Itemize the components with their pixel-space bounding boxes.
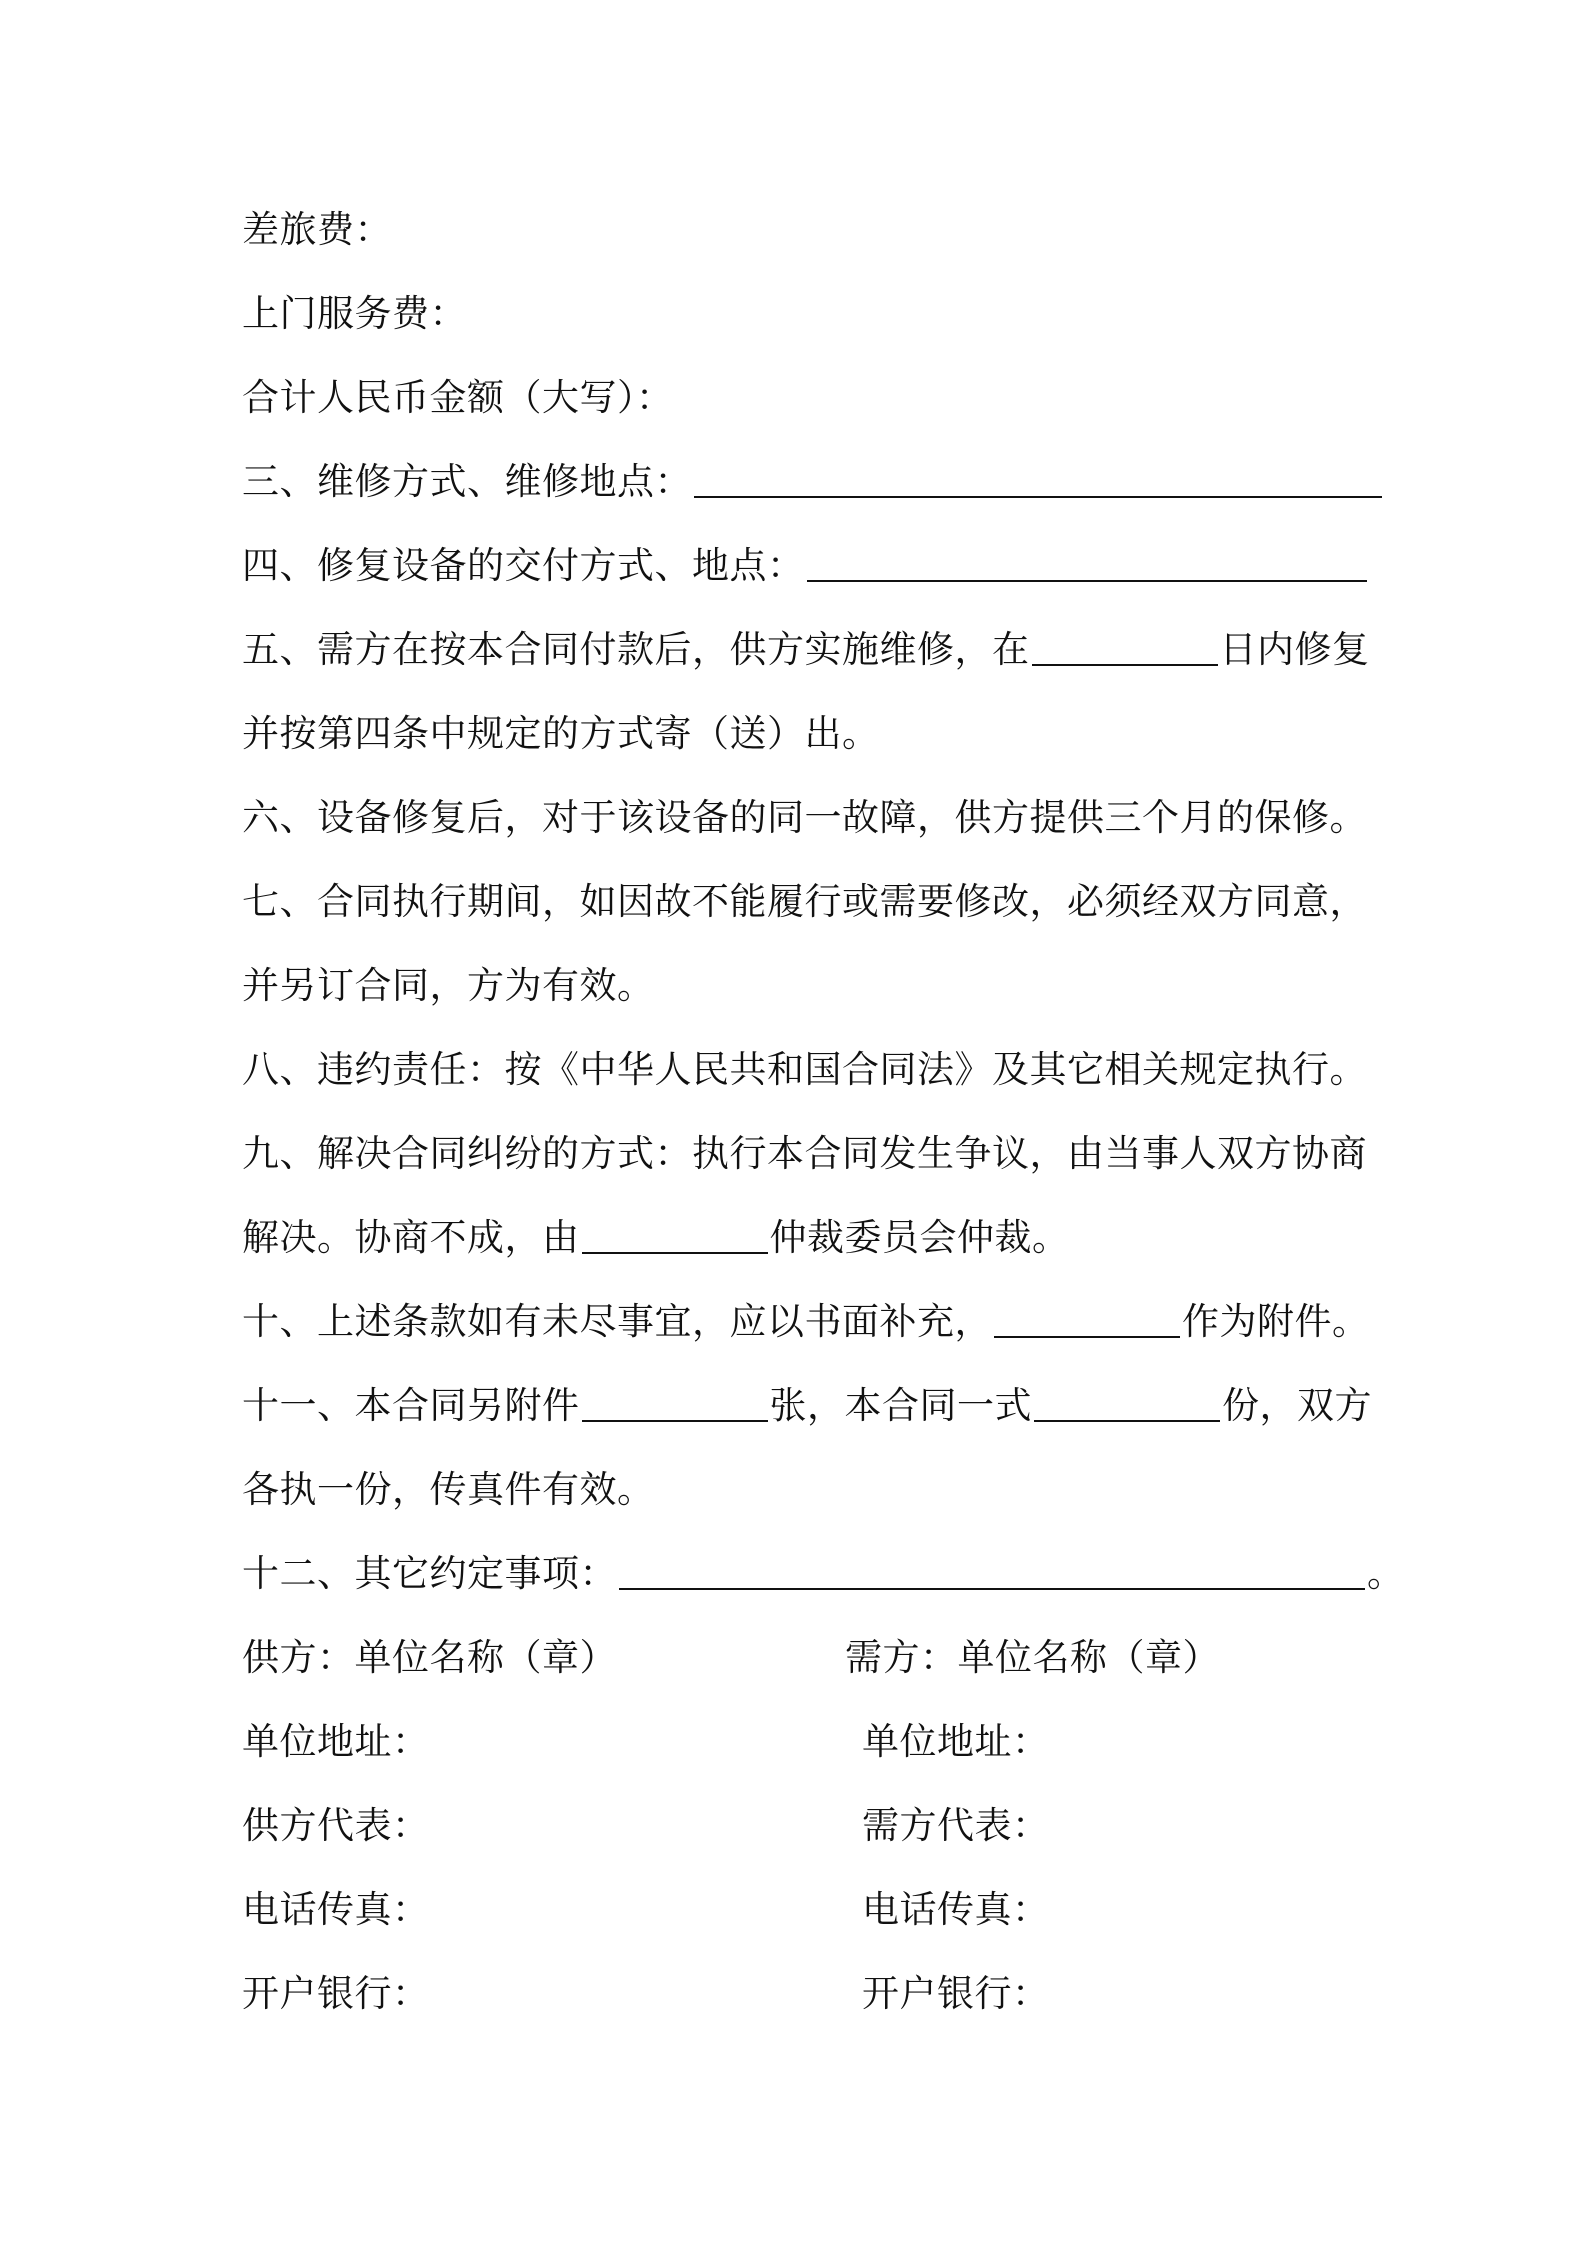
arbitration-committee-blank[interactable] — [582, 1218, 768, 1254]
supplier-unit-name — [242, 1634, 617, 1682]
buyer-phone-fax — [862, 1886, 1050, 1934]
clause-12-text: 十二、其它约定事项： — [242, 1552, 617, 1595]
clause-9-cont-text-end: 仲裁委员会仲裁。 — [769, 1216, 1070, 1259]
delivery-location-blank[interactable] — [807, 546, 1367, 582]
supplier-representative-label: 供方代表： — [242, 1804, 430, 1847]
clause-12-text-end: 。 — [1367, 1552, 1405, 1595]
total-amount-line — [242, 374, 674, 422]
supplier-unit-name-label: 供方：单位名称（章） — [242, 1636, 617, 1679]
supplier-address-label: 单位地址： — [242, 1720, 430, 1763]
supplier-address — [242, 1718, 430, 1766]
travel-expense-line — [242, 206, 392, 254]
clause-6-text: 六、设备修复后，对于该设备的同一故障，供方提供三个月的保修。 — [242, 796, 1367, 839]
clause-8-text: 八、违约责任：按《中华人民共和国合同法》及其它相关规定执行。 — [242, 1048, 1367, 1091]
clause-7 — [242, 878, 1367, 926]
buyer-unit-name — [845, 1634, 1220, 1682]
clause-10-text-end: 作为附件。 — [1182, 1300, 1370, 1343]
buyer-phone-fax-label: 电话传真： — [862, 1888, 1050, 1931]
copies-count-blank[interactable] — [1034, 1386, 1220, 1422]
supplier-bank-label: 开户银行： — [242, 1972, 430, 2015]
buyer-unit-name-label: 需方：单位名称（章） — [845, 1636, 1220, 1679]
clause-5-cont-text: 并按第四条中规定的方式寄（送）出。 — [242, 712, 880, 755]
clause-3 — [242, 458, 1384, 506]
clause-9 — [242, 1130, 1367, 1178]
clause-8 — [242, 1046, 1367, 1094]
clause-5-continued — [242, 710, 880, 758]
clause-4 — [242, 542, 1369, 590]
clause-7-continued — [242, 962, 655, 1010]
clause-9-continued — [242, 1214, 1070, 1262]
clause-12 — [242, 1550, 1405, 1598]
supplement-blank[interactable] — [994, 1302, 1180, 1338]
travel-expense-label: 差旅费： — [242, 208, 392, 251]
clause-9-text: 九、解决合同纠纷的方式：执行本合同发生争议，由当事人双方协商 — [242, 1132, 1367, 1175]
other-terms-blank[interactable] — [619, 1554, 1365, 1590]
repair-days-blank[interactable] — [1032, 630, 1218, 666]
clause-6 — [242, 794, 1367, 842]
clause-11-cont-text: 各执一份，传真件有效。 — [242, 1468, 655, 1511]
buyer-address — [862, 1718, 1050, 1766]
supplier-representative — [242, 1802, 430, 1850]
clause-7-cont-text: 并另订合同，方为有效。 — [242, 964, 655, 1007]
clause-5-text: 五、需方在按本合同付款后，供方实施维修，在 — [242, 628, 1030, 671]
buyer-representative-label: 需方代表： — [862, 1804, 1050, 1847]
buyer-address-label: 单位地址： — [862, 1720, 1050, 1763]
attachment-count-blank[interactable] — [582, 1386, 768, 1422]
onsite-fee-label: 上门服务费： — [242, 292, 467, 335]
buyer-bank-label: 开户银行： — [862, 1972, 1050, 2015]
clause-5 — [242, 626, 1370, 674]
clause-9-cont-text: 解决。协商不成，由 — [242, 1216, 580, 1259]
clause-11-text-end: 份，双方 — [1222, 1384, 1372, 1427]
clause-11-continued — [242, 1466, 655, 1514]
repair-location-blank[interactable] — [694, 462, 1382, 498]
supplier-bank — [242, 1970, 430, 2018]
clause-11-text-mid: 张，本合同一式 — [769, 1384, 1032, 1427]
clause-3-text: 三、维修方式、维修地点： — [242, 460, 692, 503]
clause-4-text: 四、修复设备的交付方式、地点： — [242, 544, 805, 587]
buyer-bank — [862, 1970, 1050, 2018]
onsite-fee-line — [242, 290, 467, 338]
buyer-representative — [862, 1802, 1050, 1850]
supplier-phone-fax-label: 电话传真： — [242, 1888, 430, 1931]
clause-11 — [242, 1382, 1372, 1430]
supplier-phone-fax — [242, 1886, 430, 1934]
clause-5-text-end: 日内修复 — [1219, 628, 1370, 671]
clause-11-text: 十一、本合同另附件 — [242, 1384, 580, 1427]
clause-7-text: 七、合同执行期间，如因故不能履行或需要修改，必须经双方同意， — [242, 880, 1367, 923]
total-amount-label: 合计人民币金额（大写）： — [242, 376, 674, 419]
clause-10 — [242, 1298, 1370, 1346]
clause-10-text: 十、上述条款如有未尽事宜，应以书面补充， — [242, 1300, 992, 1343]
